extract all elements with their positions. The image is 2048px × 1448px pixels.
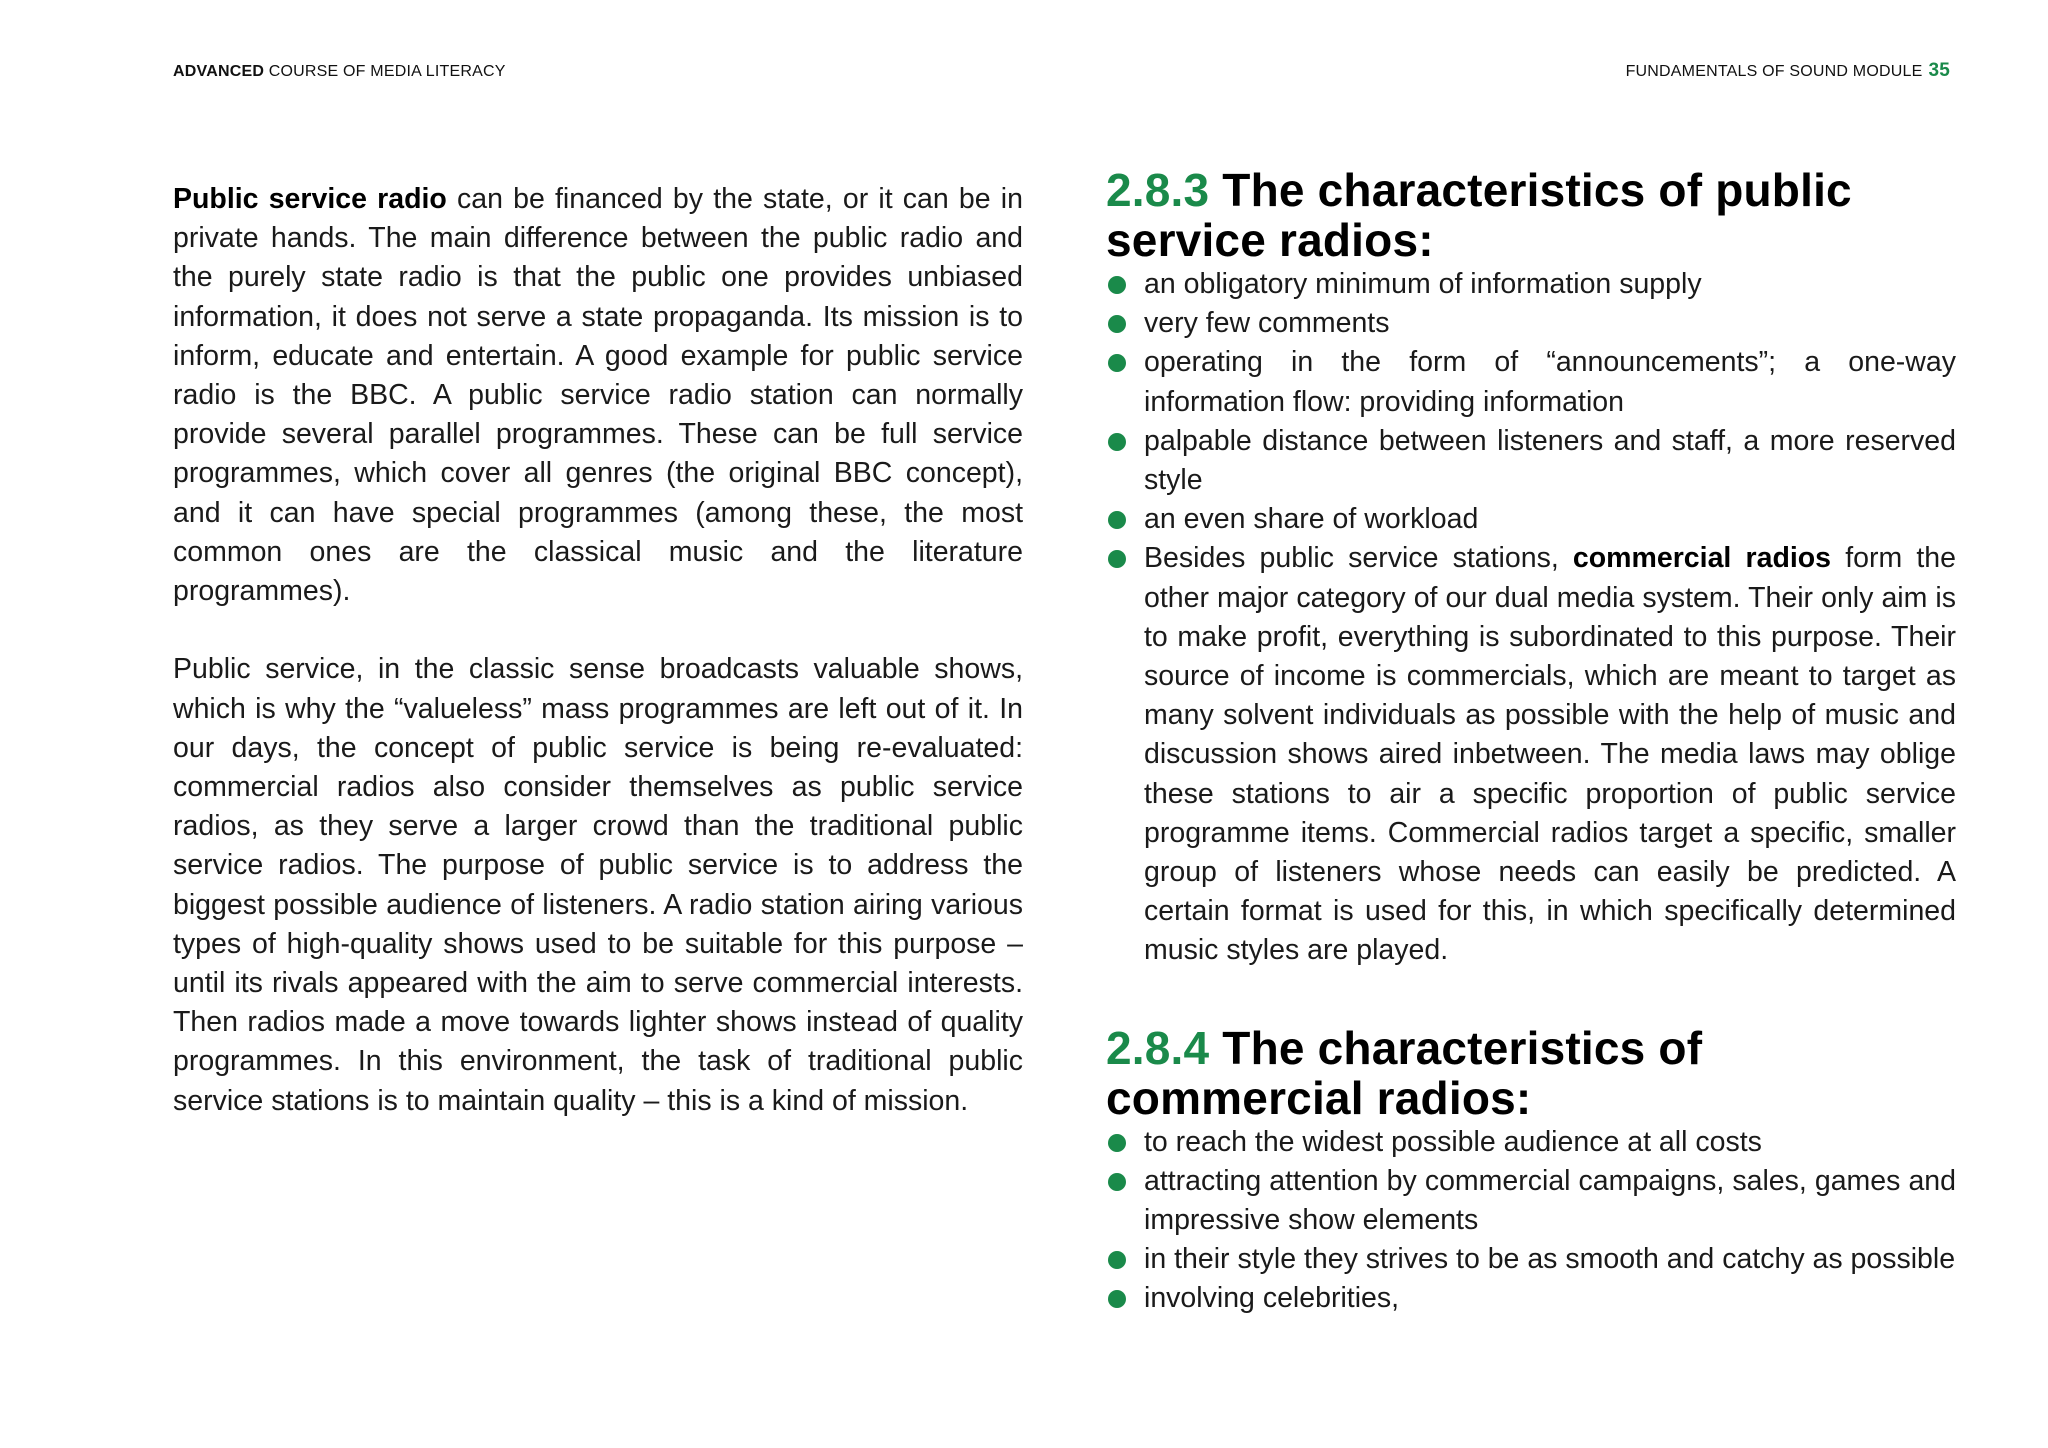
paragraph-public-service: Public service, in the classic sense broadcasts valuable shows, which is why the “valueless” mass programmes are left out of it. In our days, the concept of public service is being re-evaluated: commercial radios also consider themselves as public service radios, as they serve a larger crowd than the traditional public service radios. The purpose of public service is to address the biggest possible audience of listeners. A radio station airing various types of high-quality shows used to be suitable for this purpose – until its rivals appeared with the aim to serve commercial interests. Then radios made a move towards lighter shows instead of quality programmes. In this environment, the task of traditional public service stations is to maintain quality – this is a kind of mission. [173,653,1023,1117]
list-item: to reach the widest possible audience at all costs [1106,1123,1956,1162]
page-number: 35 [1928,60,1950,81]
header-module-title [1626,60,1950,82]
list-item: very few comments [1106,304,1956,343]
section-number: 2.8.3 [1106,164,1210,216]
section-title: The characteristics of commercial radios: [1106,1021,1703,1124]
left-column [173,180,1023,1160]
paragraph-public-service-radio [173,180,1023,611]
list-item: involving celebrities, [1106,1279,1956,1318]
list-item: attracting attention by commercial campaigns, sales, games and impressive show elements [1106,1162,1956,1240]
section-title: The characteristics of public service radios: [1106,164,1852,266]
page-header [173,60,1950,82]
list-item-text-post: form the other major category of our dual media system. Their only aim is to make profit, everything is subordinated to this purpose. Their source of income is commercials, which are meant to target as many solvent individuals as possible with the help of music and discussion shows aired inbetween. The media laws may oblige these stations to air a specific proportion of public service programme items. Commercial radios target a specific, smaller group of listeners whose needs can easily be predicted. A certain format is used for this, in which specifically determined music styles are played. [1144,542,1956,967]
section-heading-public-service [1106,165,1956,265]
list-item: an even share of workload [1106,500,1956,539]
header-course-rest: COURSE OF MEDIA LITERACY [264,63,506,80]
list-item: an obligatory minimum of information supply [1106,265,1956,304]
list-item: operating in the form of “announcements”; a one-way information flow: providing information [1106,343,1956,421]
header-course-bold: ADVANCED [173,63,265,80]
section-heading-commercial [1106,1023,1956,1123]
list-item: in their style they strives to be as smooth and catchy as possible [1106,1240,1956,1279]
term-commercial-radios: commercial radios [1572,542,1832,575]
right-column [1106,165,1956,1319]
list-item-commercial-radios [1106,539,1956,970]
commercial-characteristics-list [1106,1123,1956,1319]
public-service-characteristics-list [1106,265,1956,971]
list-item: palpable distance between listeners and staff, a more reserved style [1106,422,1956,500]
header-module-text: FUNDAMENTALS OF SOUND MODULE [1625,63,1923,80]
header-course-title [173,63,506,81]
term-public-service-radio: Public service radio [173,183,447,215]
list-item-text-pre: Besides public service stations, [1144,542,1573,575]
section-number: 2.8.4 [1106,1021,1210,1074]
paragraph-1-text: can be financed by the state, or it can be in private hands. The main difference between the public radio and the purely state radio is that the public one provides unbiased information, it does not serve a state propaganda. Its mission is to inform, educate and entertain. A good example for public service radio is the BBC. A public service radio station can normally provide several parallel programmes. These can be full service programmes, which cover all genres (the original BBC concept), and it can have special programmes (among these, the most common ones are the classical music and the literature programmes). [173,183,1023,608]
